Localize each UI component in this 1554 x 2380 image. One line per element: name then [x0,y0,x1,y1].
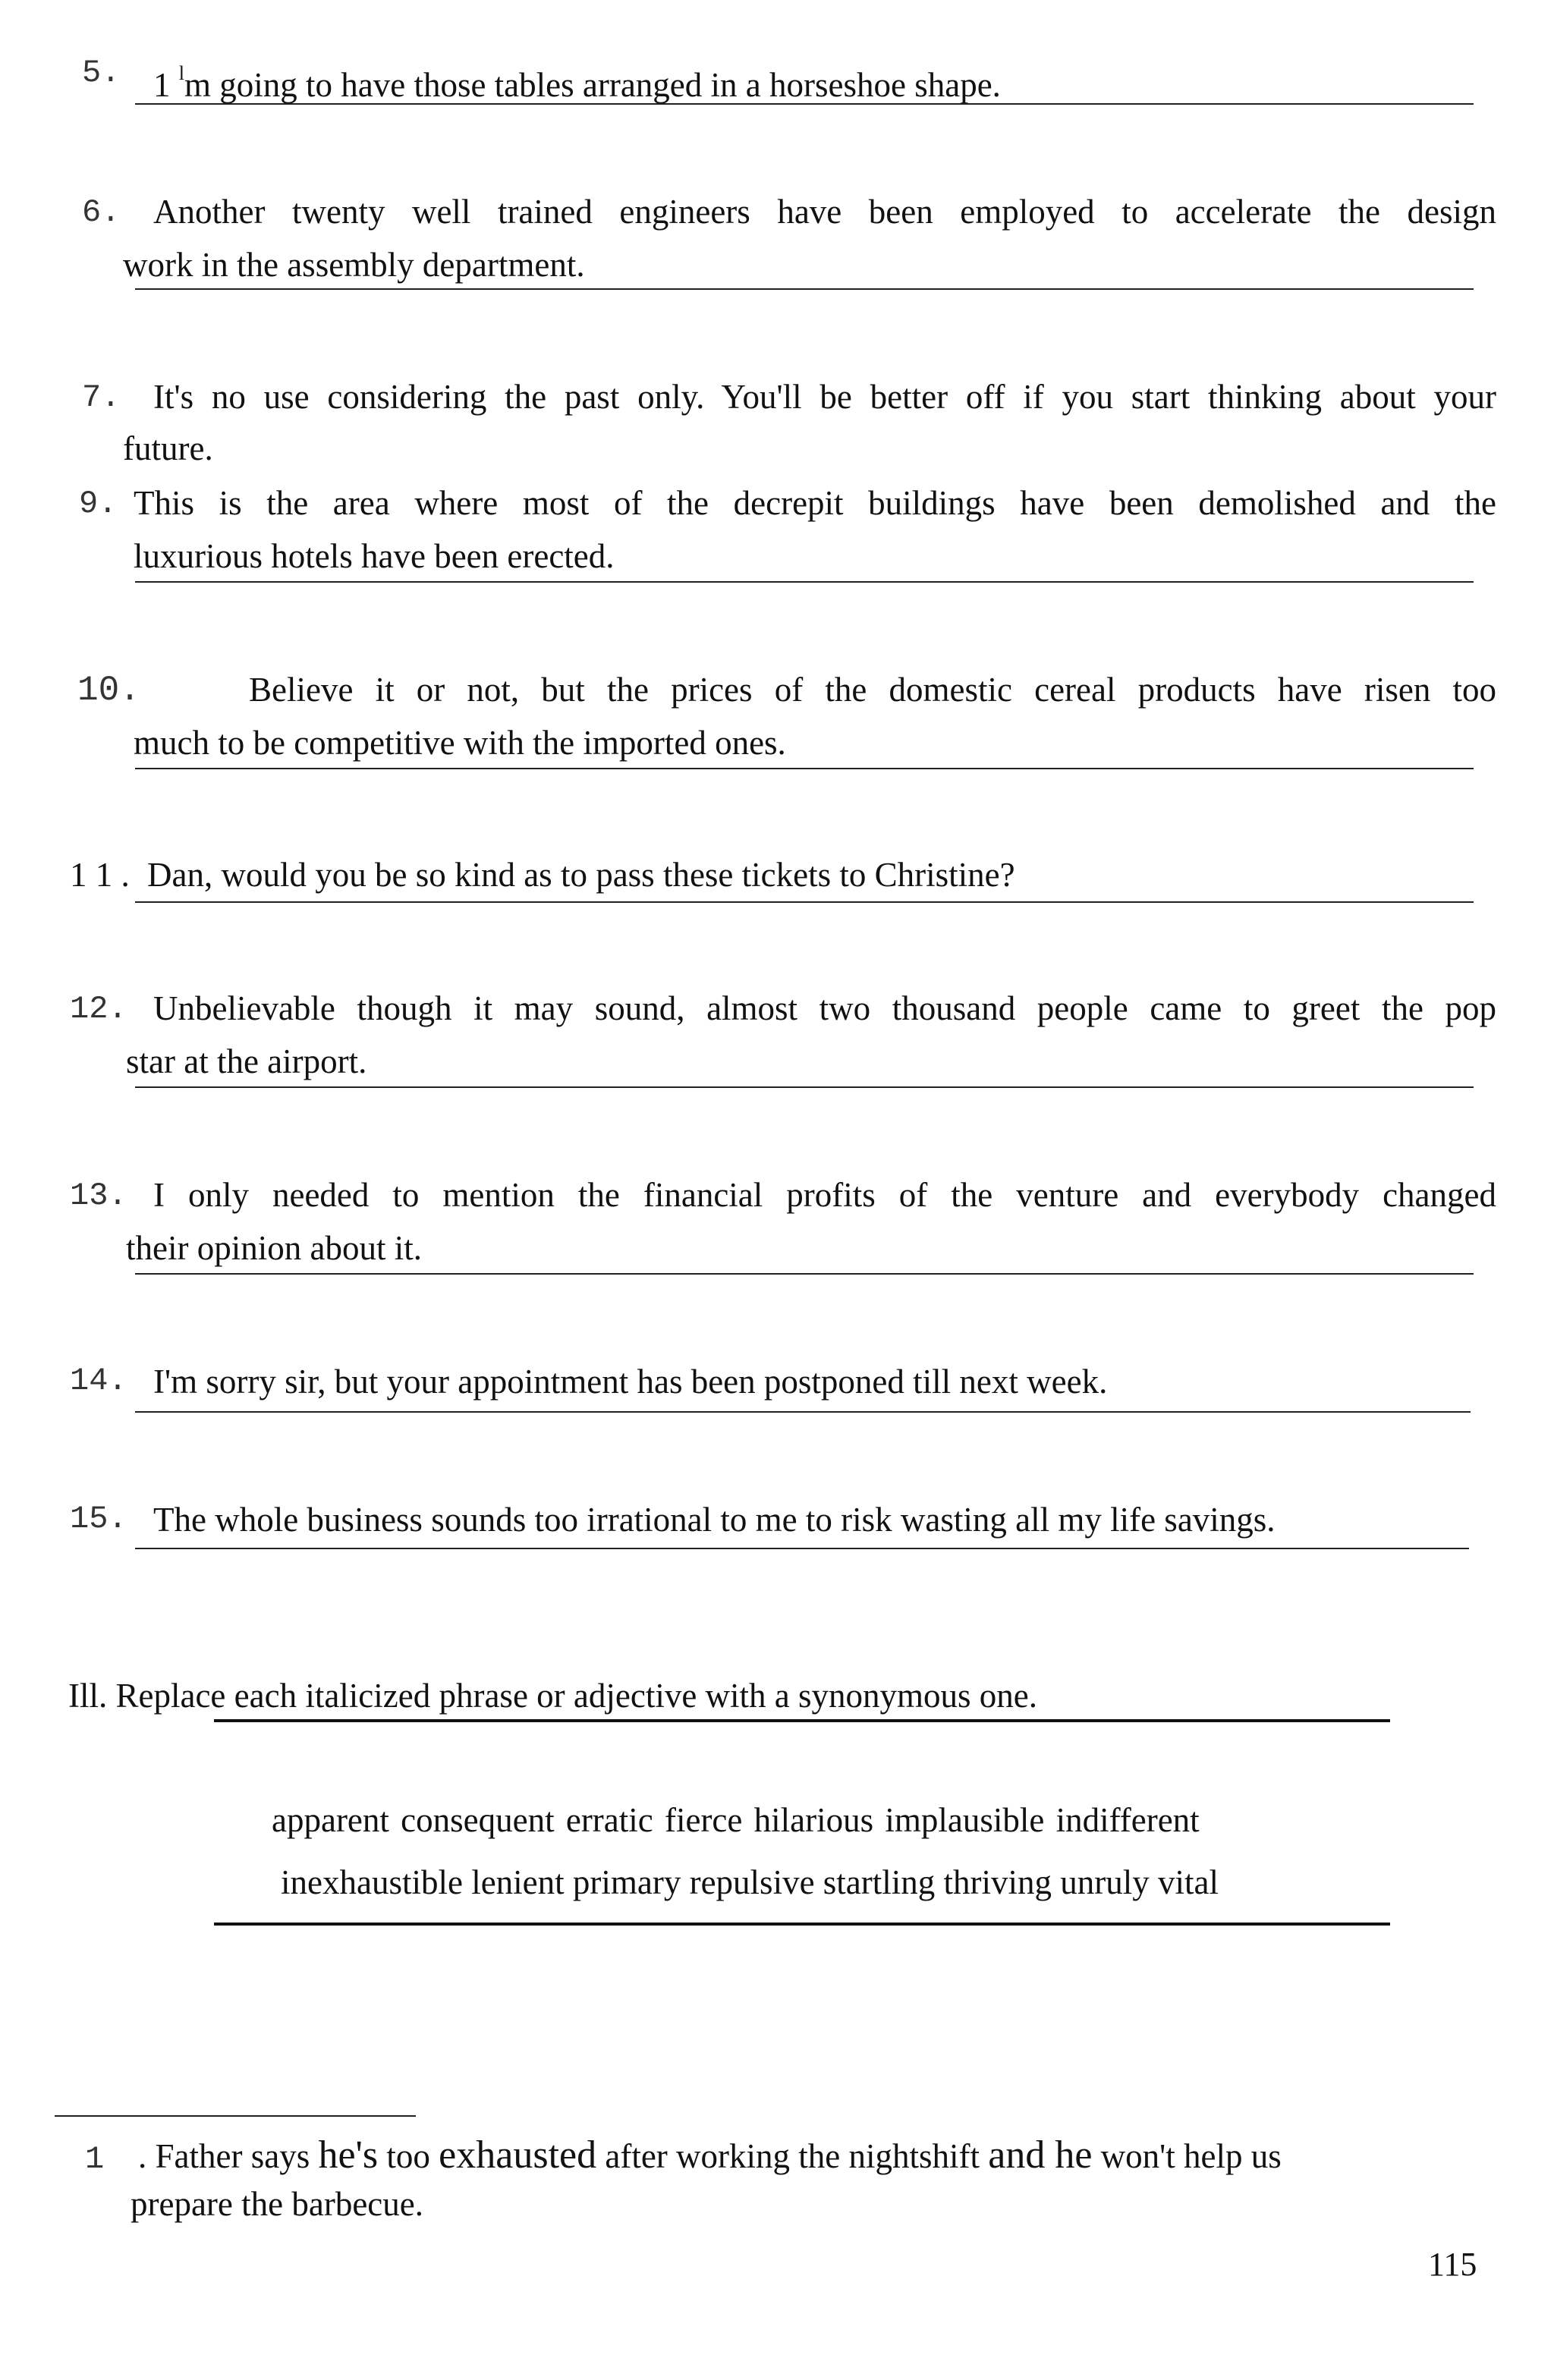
item-5-text-start: 1 [153,66,179,104]
item-6-line2: work in the assembly department. [123,246,585,284]
item-10-line1: Believe it or not, but the prices of the domestic cereal products have risen too [249,671,1496,709]
item-7-line1: It's no use considering the past only. You'll be better off if you start thinking about your [153,378,1496,416]
item-12-number: 12. [70,991,127,1027]
footnote-text-g: won't help us [1092,2137,1282,2175]
footnote-number: 1 [85,2141,105,2177]
footnote-text-e: after working the nightshift [596,2137,989,2175]
item-12-line1: Unbelievable though it may sound, almost two thousand people came to greet the pop [153,989,1496,1027]
section-rule-bottom [214,1923,1390,1926]
answer-line-14 [135,1411,1471,1413]
word-box-row-2: inexhaustible lenient primary repulsive startling thriving unruly vital [281,1863,1219,1901]
item-10-number: 10. [77,671,140,710]
item-5-text-rest: m going to have those tables arranged in a horseshoe shape. [184,66,1001,104]
section-rule-top [214,1719,1390,1722]
item-7-number: 7. [82,379,121,416]
item-14-number: 14. [70,1363,127,1399]
item-13-line2: their opinion about it. [126,1229,422,1267]
page-number: 115 [1428,2246,1477,2283]
word-box-row-1: apparent consequent erratic fierce hilarious implausible indifferent [272,1801,1200,1839]
footnote-separator [55,2115,416,2117]
item-5-superscript: l [178,62,184,84]
item-13-line1: I only needed to mention the financial profits of the venture and everybody changed [153,1176,1496,1214]
item-6-line1: Another twenty well trained engineers have been employed to accelerate the design [153,193,1496,231]
footnote-text-d: exhausted [439,2133,597,2177]
section-heading: Ill. Replace each italicized phrase or adjective with a synonymous one. [68,1677,1038,1715]
answer-line-6 [135,288,1474,290]
footnote-line1 [138,2129,1282,2183]
item-13-number: 13. [70,1177,127,1214]
item-9-number: 9. [79,486,118,522]
answer-line-12 [135,1086,1474,1088]
item-7-line2: future. [123,429,213,467]
item-11-text: Dan, would you be so kind as to pass these tickets to Christine? [147,856,1015,894]
item-9-line1: This is the area where most of the decrepit buildings have been demolished and the [134,484,1496,522]
answer-line-9 [135,581,1474,583]
item-5-number: 5. [82,55,121,91]
item-11-number: 1 1 . [70,856,130,894]
item-9-line2: luxurious hotels have been erected. [134,537,615,575]
answer-line-13 [135,1273,1474,1275]
answer-line-15 [135,1548,1469,1549]
item-5-text [153,47,1001,112]
footnote-text-a: . Father says [138,2137,319,2175]
footnote-text-c: too [378,2137,439,2175]
item-6-number: 6. [82,194,121,231]
footnote-text-b: he's [318,2133,379,2177]
answer-line-11 [135,901,1474,903]
item-12-line2: star at the airport. [126,1042,367,1080]
item-10-line2: much to be competitive with the imported ones. [134,724,786,762]
item-15-number: 15. [70,1501,127,1537]
footnote-text-f: and he [988,2133,1093,2177]
item-15-text: The whole business sounds too irrational to me to risk wasting all my life savings. [153,1501,1276,1539]
item-14-text: I'm sorry sir, but your appointment has been postponed till next week. [153,1363,1108,1401]
answer-line-10 [135,768,1474,769]
footnote-line2: prepare the barbecue. [131,2185,423,2223]
answer-line-5 [135,103,1474,105]
